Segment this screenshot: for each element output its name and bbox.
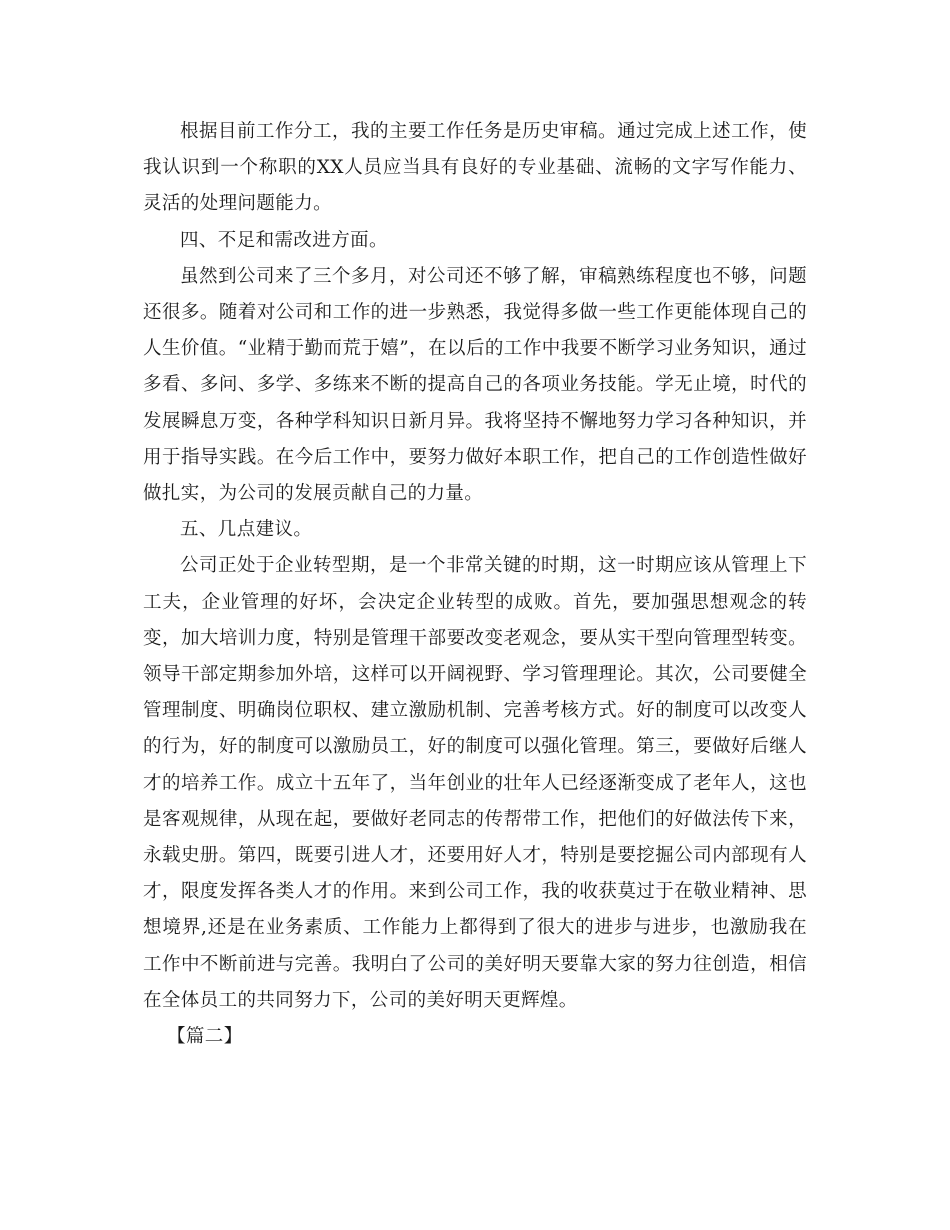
paragraph-work-division: 根据目前工作分工，我的主要工作任务是历史审稿。通过完成上述工作，使我认识到一个称职的XX人员应当具有良好的专业基础、流畅的文字写作能力、灵活的处理问题能力。: [143, 121, 807, 215]
paragraph-shortcomings: 虽然到公司来了三个多月，对公司还不够了解，审稿熟练程度也不够，问题还很多。随着对公司和工作的进一步熟悉，我觉得多做一些工作更能体现自己的人生价值。“业精于勤而荒于嬉”，在以后的工作中我要不断学习业务知识，通过多看、多问、多学、多练来不断的提高自己的各项业务技能。学无止境，时代的发展瞬息万变，各种学科知识日新月异。我将坚持不懈地努力学习各种知识，并用于指导实践。在今后工作中，要努力做好本职工作，把自己的工作创造性做好做扎实，为公司的发展贡献自己的力量。: [143, 265, 807, 505]
section-marker: 【篇二】: [167, 1026, 243, 1048]
document-body: [143, 114, 807, 1055]
heading-suggestions: 五、几点建议。: [180, 519, 313, 541]
heading-shortcomings: 四、不足和需改进方面。: [180, 229, 388, 251]
paragraph-suggestions: 公司正处于企业转型期，是一个非常关键的时期，这一时期应该从管理上下工夫，企业管理的好坏，会决定企业转型的成败。首先，要加强思想观念的转变，加大培训力度，特别是管理干部要改变老观念，要从实干型向管理型转变。领导干部定期参加外培，这样可以开阔视野、学习管理理论。其次，公司要健全管理制度、明确岗位职权、建立激励机制、完善考核方式。好的制度可以改变人的行为，好的制度可以激励员工，好的制度可以强化管理。第三，要做好后继人才的培养工作。成立十五年了，当年创业的壮年人已经逐渐变成了老年人，这也是客观规律，从现在起，要做好老同志的传帮带工作，把他们的好做法传下来，永载史册。第四，既要引进人才，还要用好人才，特别是要挖掘公司内部现有人才，限度发挥各类人才的作用。来到公司工作，我的收获莫过于在敬业精神、思想境界,还是在业务素质、工作能力上都得到了很大的进步与进步，也激励我在工作中不断前进与完善。我明白了公司的美好明天要靠大家的努力往创造，相信在全体员工的共同努力下，公司的美好明天更辉煌。: [143, 555, 807, 1011]
